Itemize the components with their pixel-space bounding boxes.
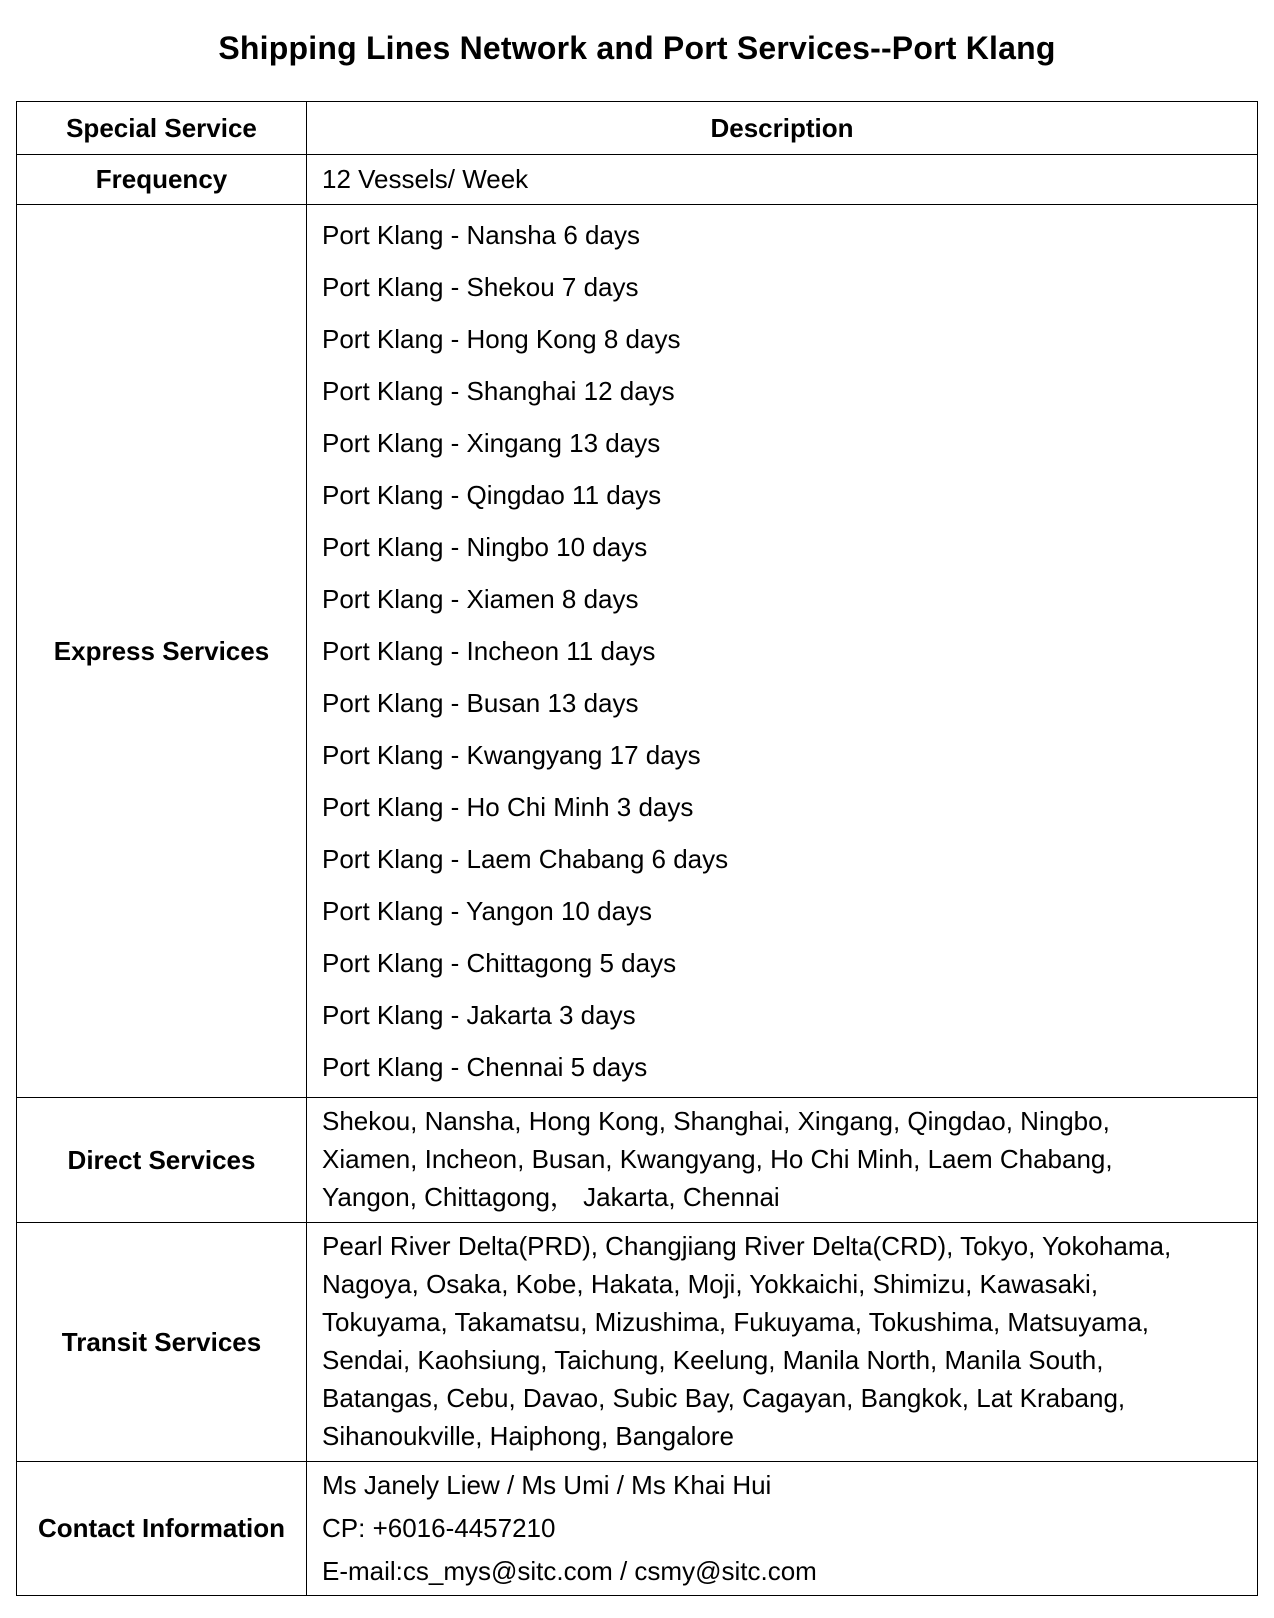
direct-line: Xiamen, Incheon, Busan, Kwangyang, Ho Chi Minh, Laem Chabang, (322, 1144, 1113, 1174)
express-route: Port Klang - Jakarta 3 days (322, 1000, 636, 1030)
express-row (17, 205, 1258, 1098)
express-route: Port Klang - Kwangyang 17 days (322, 740, 701, 770)
express-route: Port Klang - Ho Chi Minh 3 days (322, 792, 694, 822)
express-route: Port Klang - Xiamen 8 days (322, 584, 639, 614)
page-title: Shipping Lines Network and Port Services--Port Klang (218, 30, 1056, 66)
transit-line: Sihanoukville, Haiphong, Bangalore (322, 1421, 734, 1451)
frequency-label: Frequency (17, 155, 307, 205)
frequency-value: 12 Vessels/ Week (307, 155, 1258, 205)
contact-row (17, 1462, 1258, 1596)
header-special-service: Special Service (17, 102, 307, 155)
express-route: Port Klang - Xingang 13 days (322, 428, 661, 458)
express-route: Port Klang - Laem Chabang 6 days (322, 844, 729, 874)
express-route: Port Klang - Shanghai 12 days (322, 376, 675, 406)
direct-label: Direct Services (17, 1098, 307, 1223)
direct-line: Yangon, Chittagong， Jakarta, Chennai (322, 1182, 780, 1212)
express-route: Port Klang - Busan 13 days (322, 688, 639, 718)
contact-box (322, 1462, 1247, 1595)
contact-names: Ms Janely Liew / Ms Umi / Ms Khai Hui (322, 1470, 772, 1500)
direct-row (17, 1098, 1258, 1223)
express-route: Port Klang - Yangon 10 days (322, 896, 653, 926)
express-route: Port Klang - Hong Kong 8 days (322, 324, 681, 354)
transit-line: Nagoya, Osaka, Kobe, Hakata, Moji, Yokkaichi, Shimizu, Kawasaki, (322, 1269, 1099, 1299)
transit-paragraph (322, 1223, 1247, 1461)
express-label: Express Services (17, 205, 307, 1098)
express-route-list (322, 205, 1247, 1097)
express-route: Port Klang - Ningbo 10 days (322, 532, 648, 562)
express-route: Port Klang - Chennai 5 days (322, 1052, 648, 1082)
transit-label: Transit Services (17, 1223, 307, 1462)
contact-details (307, 1462, 1258, 1596)
express-route: Port Klang - Shekou 7 days (322, 272, 639, 302)
transit-line: Batangas, Cebu, Davao, Subic Bay, Cagayan, Bangkok, Lat Krabang, (322, 1383, 1126, 1413)
transit-row (17, 1223, 1258, 1462)
header-row (17, 102, 1258, 155)
frequency-row (17, 155, 1258, 205)
transit-line: Pearl River Delta(PRD), Changjiang River Delta(CRD), Tokyo, Yokohama, (322, 1231, 1172, 1261)
contact-label: Contact Information (17, 1462, 307, 1596)
contact-phone: CP: +6016-4457210 (322, 1513, 556, 1543)
express-route: Port Klang - Qingdao 11 days (322, 480, 662, 510)
header-description: Description (307, 102, 1258, 155)
transit-destinations (307, 1223, 1258, 1462)
transit-line: Sendai, Kaohsiung, Taichung, Keelung, Manila North, Manila South, (322, 1345, 1104, 1375)
service-table (16, 101, 1258, 1596)
express-route: Port Klang - Chittagong 5 days (322, 948, 677, 978)
direct-paragraph (322, 1098, 1247, 1222)
express-routes-cell (307, 205, 1258, 1098)
express-route: Port Klang - Nansha 6 days (322, 220, 640, 250)
transit-line: Tokuyama, Takamatsu, Mizushima, Fukuyama, Tokushima, Matsuyama, (322, 1307, 1150, 1337)
express-route: Port Klang - Incheon 11 days (322, 636, 656, 666)
direct-line: Shekou, Nansha, Hong Kong, Shanghai, Xingang, Qingdao, Ningbo, (322, 1106, 1110, 1136)
contact-email[interactable]: E-mail:cs_mys@sitc.com / csmy@sitc.com (322, 1556, 817, 1586)
direct-destinations (307, 1098, 1258, 1223)
